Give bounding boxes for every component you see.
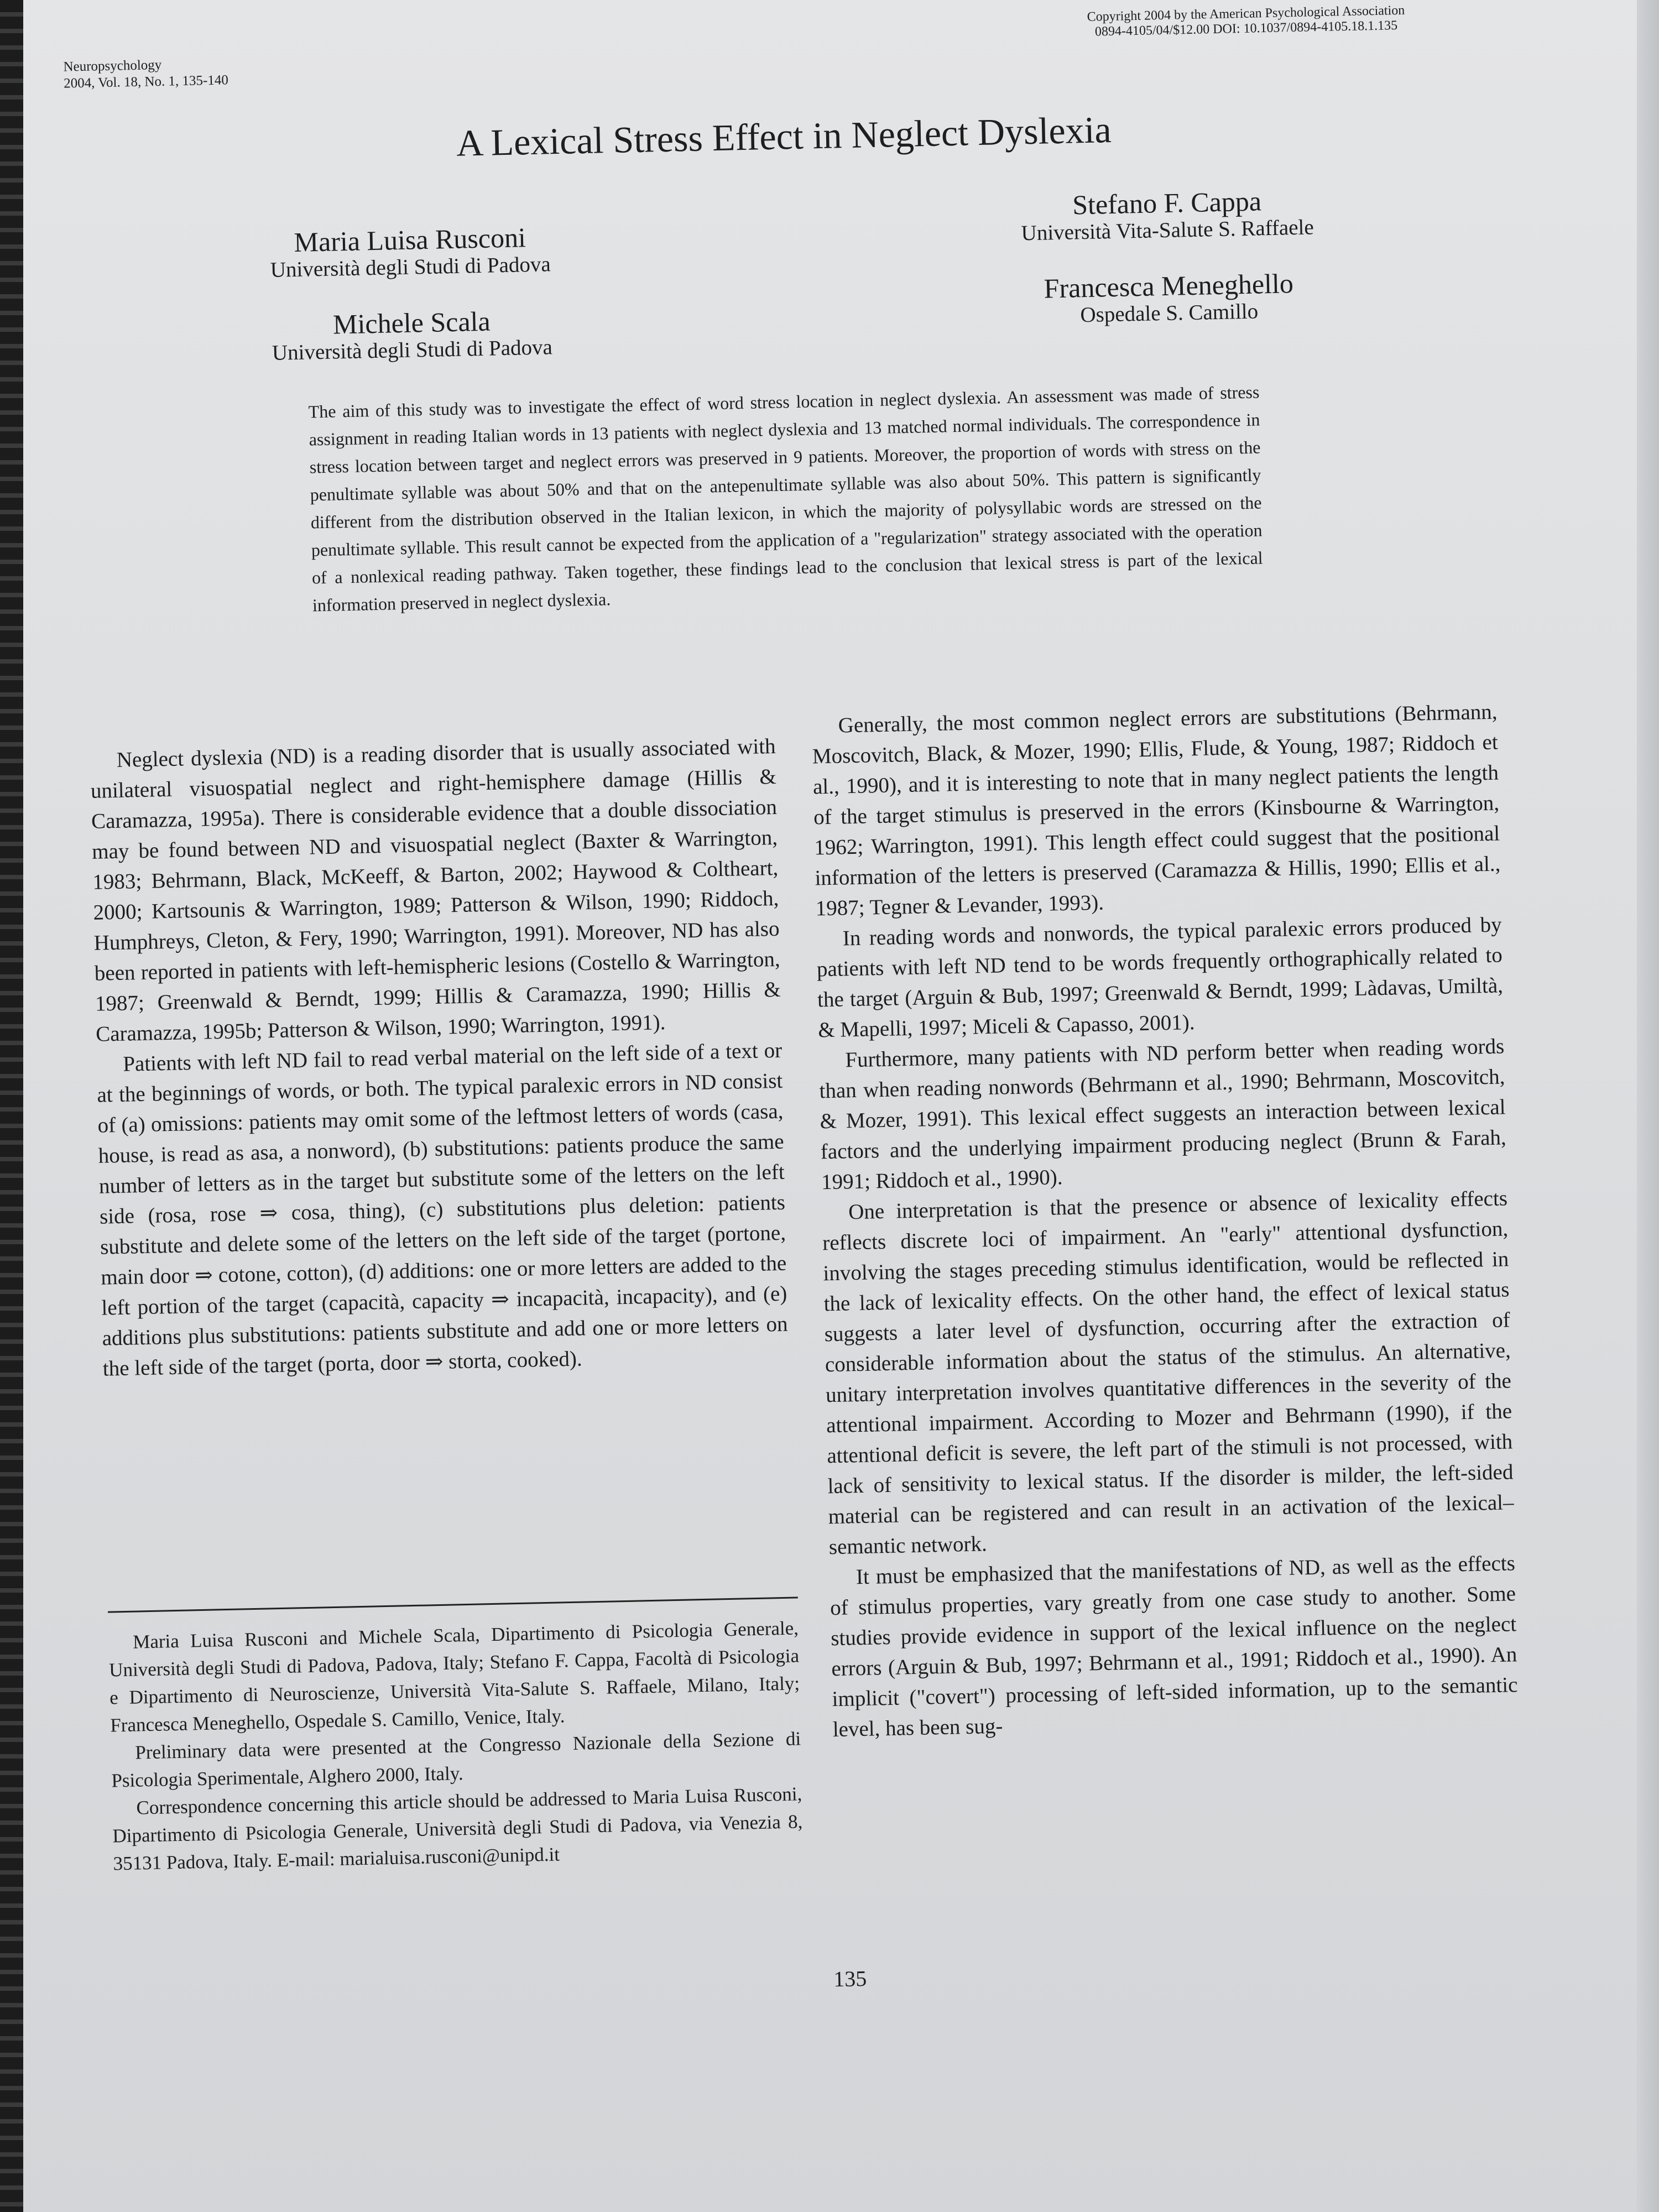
abstract: The aim of this study was to investigate the effect of word stress location in neglect dyslexia. An assessment was made of stress assignment in reading Italian words in 13 patients with neglect dyslexia and 13 matched normal individuals. The correspondence in stress location between target and neglect errors was preserved in 9 patients. Moreover, the proportion of words with stress on the penultimate syllable was about 50% and that on the antepenultimate syllable was also about 50%. This pattern is significantly different from the distribution observed in the Italian lexicon, in which the majority of polysyllabic words are stressed on the penultimate syllable. This result cannot be expected from the application of a "regularization" strategy associated with the operation of a nonlexical reading pathway. Taken together, these findings lead to the conclusion that lexical stress is part of the lexical information preserved in neglect dyslexia. [308,382,1263,615]
article-title: A Lexical Stress Effect in Neglect Dyslexia [456,108,1112,164]
copyright-header [1003,2,1490,41]
author-name: Maria Luisa Rusconi [293,222,526,258]
journal-issue: 2004, Vol. 18, No. 1, 135-140 [63,72,229,91]
author-name: Francesca Meneghello [1044,268,1294,304]
author-block [935,182,1400,248]
author-block [179,302,645,368]
body-paragraph: Furthermore, many patients with ND perform better when reading words than when reading nonwords (Behrmann et al., 1990; Behrmann, Moscovitch, & Mozer, 1991). This lexical effect suggests an interaction between lexical factors and the underlying impairment producing neglect (Brunn & Farah, 1991; Riddoch et al., 1990). [819,1034,1507,1194]
footnote-correspondence: Correspondence concerning this article should be addressed to Maria Luisa Rusconi, Dipartimento di Psicologia Generale, Università degli Studi di Padova, via Venezia 8, 35131 Padova, Italy. E-mail: marialuisa.rusconi@unipd.it [112,1783,803,1875]
body-paragraph: It must be emphasized that the manifestations of ND, as well as the effects of stimulus properties, vary greatly from one case study to another. Some studies provide evidence in support of the lexical influence on the neglect errors (Arguin & Bub, 1997; Behrmann et al., 1991; Riddoch et al., 1990). An implicit ("covert") processing of left-sided information, up to the semantic level, has been sug- [830,1551,1518,1742]
journal-name: Neuropsychology [63,57,162,75]
author-block [936,265,1402,331]
author-affiliation: Università Vita-Salute S. Raffaele [1021,215,1314,246]
body-paragraph: Generally, the most common neglect errors are substitutions (Behrmann, Moscovitch, Black, & Mozer, 1990; Ellis, Flude, & Young, 1987; Riddoch et al., 1990), and it is interesting to note that in many neglect patients the length of the target stimulus is preserved in the errors (Kinsbourne & Warrington, 1962; Warrington, 1991). This length effect could suggest that the positional information of the letters is preserved (Caramazza & Hillis, 1990; Ellis et al., 1987; Tegner & Levander, 1993). [812,700,1501,921]
author-affiliation: Università degli Studi di Padova [270,252,551,282]
footnote-preliminary: Preliminary data were presented at the Congresso Nazionale della Sezione di Psicologia Sperimentale, Alghero 2000, Italy. [111,1728,801,1792]
body-column-left [90,731,789,1384]
body-paragraph: Patients with left ND fail to read verbal material on the left side of a text or at the beginnings of words, or both. The typical paralexic errors in ND consist of (a) omissions: patients may omit some of the leftmost letters of words (casa, house, is read as asa, a nonword), (b) substitutions: patients produce the same number of letters as in the target but substitute some of the letters on the left side (rosa, rose ⇒ cosa, thing), (c) substitutions plus deletion: patients substitute and delete some of the letters on the left side of the target (portone, main door ⇒ cotone, cotton), (d) additions: one or more letters are added to the left portion of the target (capacità, capacity ⇒ incapacità, incapacity), and (e) additions plus substitutions: patients substitute and add one or more letters on the left side of the target (porta, door ⇒ storta, cooked). [97,1038,788,1381]
page-number: 135 [833,1965,867,1992]
footnote-affiliations: Maria Luisa Rusconi and Michele Scala, Dipartimento di Psicologia Generale, Università degli Studi di Padova, Padova, Italy; Stefano F. Cappa, Facoltà di Psicologia e Dipartimento di Neuroscienze, Università Vita-Salute S. Raffaele, Milano, Italy; Francesca Meneghello, Ospedale S. Camillo, Venice, Italy. [108,1617,800,1736]
journal-header [63,55,228,92]
body-paragraph: Neglect dyslexia (ND) is a reading disorder that is usually associated with unilateral visuospatial neglect and right-hemisphere damage (Hillis & Caramazza, 1995a). There is considerable evidence that a double dissociation may be found between ND and visuospatial neglect (Baxter & Warrington, 1983; Behrmann, Black, McKeeff, & Barton, 2002; Haywood & Coltheart, 2000; Kartsounis & Warrington, 1989; Patterson & Wilson, 1990; Riddoch, Humphreys, Cleton, & Fery, 1990; Warrington, 1991). Moreover, ND has also been reported in patients with left-hemispheric lesions (Costello & Warrington, 1987; Greenwald & Berndt, 1999; Hillis & Caramazza, 1990; Hillis & Caramazza, 1995b; Patterson & Wilson, 1990; Warrington, 1991). [90,734,781,1046]
body-column-right [811,697,1519,1745]
author-affiliation: Ospedale S. Camillo [1080,299,1259,327]
author-affiliation: Università degli Studi di Padova [272,335,553,365]
author-name: Stefano F. Cappa [1072,185,1262,221]
author-name: Michele Scala [332,305,491,340]
footnote-divider [108,1597,798,1613]
body-paragraph: One interpretation is that the presence or absence of lexicality effects reflects discrete loci of impairment. An "early" attentional dysfunction, involving the stages preceding stimulus identification, would be reflected in the lack of lexicality effects. On the other hand, the effect of lexical status suggests a later level of dysfunction, occurring after the extraction of considerable information about the status of the stimulus. An alternative, unitary interpretation involves quantitative differences in the severity of the attentional impairment. According to Mozer and Behrmann (1990), if the attentional deficit is severe, the left part of the stimuli is not processed, with lack of sensitivity to lexical status. If the disorder is milder, the left-sided material can be registered and can result in an activation of the lexical–semantic network. [822,1186,1514,1559]
footnotes [108,1614,804,1877]
issn-doi: 0894-4105/04/$12.00 DOI: 10.1037/0894-4105.18.1.135 [1094,18,1398,39]
copyright-line: Copyright 2004 by the American Psychological Association [1087,3,1405,24]
body-paragraph: In reading words and nonwords, the typical paralexic errors produced by patients with left ND tend to be words frequently orthographically related to the target (Arguin & Bub, 1997; Greenwald & Berndt, 1999; Làdavas, Umiltà, & Mapelli, 1997; Miceli & Capasso, 2001). [816,912,1504,1042]
author-block [178,220,643,285]
